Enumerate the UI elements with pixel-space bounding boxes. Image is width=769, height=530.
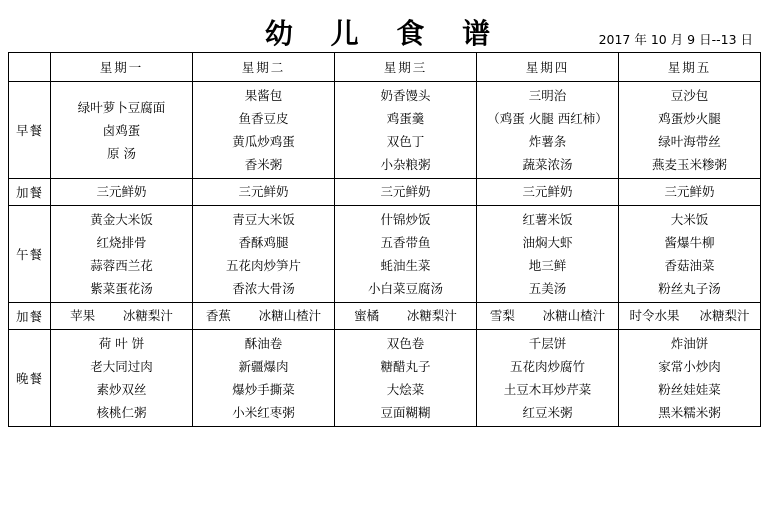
day-header-tuesday: 星期二 bbox=[193, 53, 335, 82]
corner-cell bbox=[9, 53, 51, 82]
menu-item: 核桃仁粥 bbox=[96, 405, 147, 420]
cell-breakfast-wednesday bbox=[335, 82, 477, 179]
day-header-thursday: 星期四 bbox=[477, 53, 619, 82]
menu-item: 家常小炒肉 bbox=[658, 359, 721, 374]
menu-item: 小白菜豆腐汤 bbox=[367, 281, 443, 296]
cell-snack-morning-monday: 三元鲜奶 bbox=[51, 179, 193, 206]
cell-snack-afternoon-tuesday bbox=[193, 303, 335, 330]
menu-item: 爆炒手撕菜 bbox=[232, 382, 295, 397]
menu-item: 双色卷 bbox=[386, 336, 425, 351]
cell-breakfast-monday bbox=[51, 82, 193, 179]
menu-item: 鱼香豆皮 bbox=[238, 111, 289, 126]
menu-item: 小杂粮粥 bbox=[380, 157, 431, 172]
menu-item: 粉丝丸子汤 bbox=[658, 281, 721, 296]
cell-snack-afternoon-wednesday bbox=[335, 303, 477, 330]
menu-item: 黑米糯米粥 bbox=[658, 405, 721, 420]
menu-item: 炸薯条 bbox=[528, 134, 567, 149]
menu-item: 新疆爆肉 bbox=[238, 359, 289, 374]
menu-item: 燕麦玉米糁粥 bbox=[651, 157, 727, 172]
cell-snack-morning-thursday: 三元鲜奶 bbox=[477, 179, 619, 206]
day-header-wednesday: 星期三 bbox=[335, 53, 477, 82]
menu-item: 大米饭 bbox=[670, 212, 709, 227]
cell-dinner-monday bbox=[51, 330, 193, 427]
row-label-dinner: 晚餐 bbox=[9, 330, 51, 427]
menu-item: 素炒双丝 bbox=[96, 382, 147, 397]
menu-item: 小米红枣粥 bbox=[232, 405, 295, 420]
menu-item: 卤鸡蛋 bbox=[102, 122, 141, 138]
menu-item: 冰糖山楂汁 bbox=[542, 308, 606, 323]
menu-item: 五香带鱼 bbox=[380, 235, 431, 250]
cell-lunch-wednesday bbox=[335, 206, 477, 303]
menu-item: 荷 叶 饼 bbox=[98, 336, 145, 351]
row-label-breakfast: 早餐 bbox=[9, 82, 51, 179]
menu-item: 大烩菜 bbox=[386, 382, 425, 397]
cell-lunch-tuesday bbox=[193, 206, 335, 303]
menu-item: 香浓大骨汤 bbox=[232, 281, 295, 296]
weekly-menu-table bbox=[8, 52, 761, 427]
table-body bbox=[9, 82, 761, 427]
cell-dinner-friday bbox=[619, 330, 761, 427]
day-header-monday: 星期一 bbox=[51, 53, 193, 82]
cell-lunch-monday bbox=[51, 206, 193, 303]
menu-item: 五花肉炒腐竹 bbox=[509, 359, 585, 374]
menu-item: 黄瓜炒鸡蛋 bbox=[232, 134, 295, 149]
menu-item: 鸡蛋炒火腿 bbox=[658, 111, 721, 126]
menu-item: 果酱包 bbox=[244, 88, 283, 103]
menu-item: 香酥鸡腿 bbox=[238, 235, 289, 250]
menu-item: 红豆米粥 bbox=[522, 405, 573, 420]
menu-item: 蔬菜浓汤 bbox=[522, 157, 573, 172]
menu-item: 地三鲜 bbox=[528, 258, 567, 273]
menu-item: 粉丝娃娃菜 bbox=[658, 382, 721, 397]
menu-item: 豆沙包 bbox=[670, 88, 709, 103]
cell-snack-morning-friday: 三元鲜奶 bbox=[619, 179, 761, 206]
cell-breakfast-thursday bbox=[477, 82, 619, 179]
menu-item: 蚝油生菜 bbox=[380, 258, 431, 273]
date-range: 2017 年 10 月 9 日--13 日 bbox=[598, 32, 753, 47]
menu-item: 雪梨 bbox=[489, 308, 515, 323]
menu-item: 青豆大米饭 bbox=[232, 212, 295, 227]
cell-breakfast-friday bbox=[619, 82, 761, 179]
menu-item: 紫菜蛋花汤 bbox=[90, 281, 153, 296]
menu-item: 香蕉 bbox=[205, 308, 231, 323]
menu-item: 冰糖山楂汁 bbox=[258, 308, 322, 323]
table-row bbox=[9, 206, 761, 303]
menu-item: 香米粥 bbox=[244, 157, 283, 172]
cell-snack-afternoon-monday bbox=[51, 303, 193, 330]
menu-item: 什锦炒饭 bbox=[380, 212, 431, 227]
menu-item: 红烧排骨 bbox=[96, 235, 147, 250]
table-row bbox=[9, 330, 761, 427]
menu-item: 香菇油菜 bbox=[664, 258, 715, 273]
menu-item: 冰糖梨汁 bbox=[122, 308, 173, 323]
menu-item: 冰糖梨汁 bbox=[699, 308, 750, 323]
menu-item: 蒜蓉西兰花 bbox=[90, 258, 153, 273]
menu-item: 油焖大虾 bbox=[522, 235, 573, 250]
menu-item: 糖醋丸子 bbox=[380, 359, 431, 374]
cell-snack-afternoon-thursday bbox=[477, 303, 619, 330]
menu-item: 三明治 bbox=[528, 88, 567, 103]
menu-item: 酱爆牛柳 bbox=[664, 235, 715, 250]
menu-item: 双色丁 bbox=[386, 134, 425, 149]
row-label-snack-morning: 加餐 bbox=[9, 179, 51, 206]
table-row bbox=[9, 82, 761, 179]
menu-item: 红薯米饭 bbox=[522, 212, 573, 227]
cell-dinner-tuesday bbox=[193, 330, 335, 427]
cell-snack-afternoon-friday bbox=[619, 303, 761, 330]
menu-item: 豆面糊糊 bbox=[380, 405, 431, 420]
menu-item: 原 汤 bbox=[107, 145, 136, 161]
menu-item: 绿叶萝卜豆腐面 bbox=[77, 99, 166, 115]
menu-item: 五美汤 bbox=[528, 281, 567, 296]
menu-item: 奶香馒头 bbox=[380, 88, 431, 103]
table-header-row bbox=[9, 53, 761, 82]
cell-dinner-thursday bbox=[477, 330, 619, 427]
menu-item: 苹果 bbox=[70, 308, 96, 323]
menu-item: 五花肉炒笋片 bbox=[225, 258, 301, 273]
cell-snack-morning-wednesday: 三元鲜奶 bbox=[335, 179, 477, 206]
cell-lunch-thursday bbox=[477, 206, 619, 303]
row-label-lunch: 午餐 bbox=[9, 206, 51, 303]
menu-item: 千层饼 bbox=[528, 336, 567, 351]
table-row bbox=[9, 179, 761, 206]
row-label-snack-afternoon: 加餐 bbox=[9, 303, 51, 330]
cell-breakfast-tuesday bbox=[193, 82, 335, 179]
table-row bbox=[9, 303, 761, 330]
menu-item: （鸡蛋 火腿 西红柿） bbox=[487, 111, 608, 126]
menu-item: 绿叶海带丝 bbox=[658, 134, 721, 149]
menu-item: 时令水果 bbox=[629, 308, 680, 323]
cell-lunch-friday bbox=[619, 206, 761, 303]
menu-item: 鸡蛋羹 bbox=[386, 111, 425, 126]
menu-item: 黄金大米饭 bbox=[90, 212, 153, 227]
day-header-friday: 星期五 bbox=[619, 53, 761, 82]
menu-item: 酥油卷 bbox=[244, 336, 283, 351]
cell-snack-morning-tuesday: 三元鲜奶 bbox=[193, 179, 335, 206]
menu-item: 冰糖梨汁 bbox=[406, 308, 457, 323]
page-title: 幼 儿 食 谱 bbox=[264, 17, 505, 50]
menu-item: 蜜橘 bbox=[354, 308, 380, 323]
document-header bbox=[8, 0, 761, 52]
menu-item: 炸油饼 bbox=[670, 336, 709, 351]
menu-item: 土豆木耳炒芹菜 bbox=[503, 382, 592, 397]
menu-item: 老大同过肉 bbox=[90, 359, 153, 374]
cell-dinner-wednesday bbox=[335, 330, 477, 427]
